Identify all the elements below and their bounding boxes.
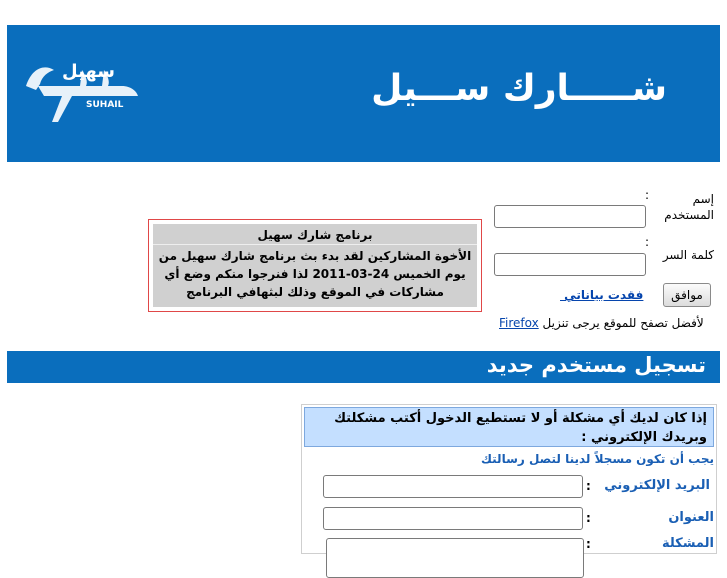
username-label-line1: إسم <box>692 192 714 206</box>
suhail-logo <box>22 56 140 128</box>
username-input[interactable] <box>494 205 646 228</box>
email-label: البريد الإلكتروني <box>604 478 710 493</box>
email-input[interactable] <box>323 475 583 498</box>
password-colon: : <box>645 235 650 249</box>
password-label: كلمة السر <box>662 248 714 262</box>
problem-colon: : <box>586 537 591 551</box>
browser-note-text: لأفضل تصفح للموقع يرجى تنزيل <box>542 316 704 330</box>
register-section-header <box>7 351 720 383</box>
news-inner <box>153 224 477 307</box>
logo-latin-text: SUHAIL <box>86 100 124 110</box>
login-submit-button[interactable]: موافق <box>663 283 711 307</box>
forgot-data-link[interactable]: فقدت بياناتي <box>560 288 644 302</box>
news-body: الأخوة المشاركين لقد بدء بث برنامج شارك سهيل من يوم الخميس 24-03-2011 لذا فنرجوا منكم وضع أي مشاركات في الموقع وذلك لبثهافي البرنامج <box>158 249 472 299</box>
news-box <box>148 219 482 312</box>
password-input[interactable] <box>494 253 646 276</box>
register-section-title: تسجيل مستخدم جديد <box>486 353 706 377</box>
register-notice: إذا كان لديك أي مشكلة أو لا تستطيع الدخول أكتب مشكلتك وبريدك الإلكتروني : <box>304 407 714 447</box>
news-title: برنامج شارك سهيل <box>153 224 477 245</box>
suhail-logo-graphic <box>22 56 140 128</box>
username-colon: : <box>645 188 650 202</box>
subject-label: العنوان <box>668 510 714 525</box>
browser-recommendation <box>499 316 704 330</box>
problem-label: المشكلة <box>661 536 714 551</box>
subject-input[interactable] <box>323 507 583 530</box>
firefox-link[interactable]: Firefox <box>499 316 539 330</box>
username-label-line2: المستخدم <box>664 208 714 222</box>
problem-textarea[interactable] <box>326 538 584 578</box>
logo-arabic-text: سهيل <box>62 61 115 82</box>
email-colon: : <box>586 479 591 493</box>
subject-colon: : <box>586 511 591 525</box>
page-title: شـــــارك ســـيل <box>371 68 667 109</box>
must-register-note: يجب أن تكون مسجلاً لدينا لتصل رسالتك <box>480 452 714 466</box>
